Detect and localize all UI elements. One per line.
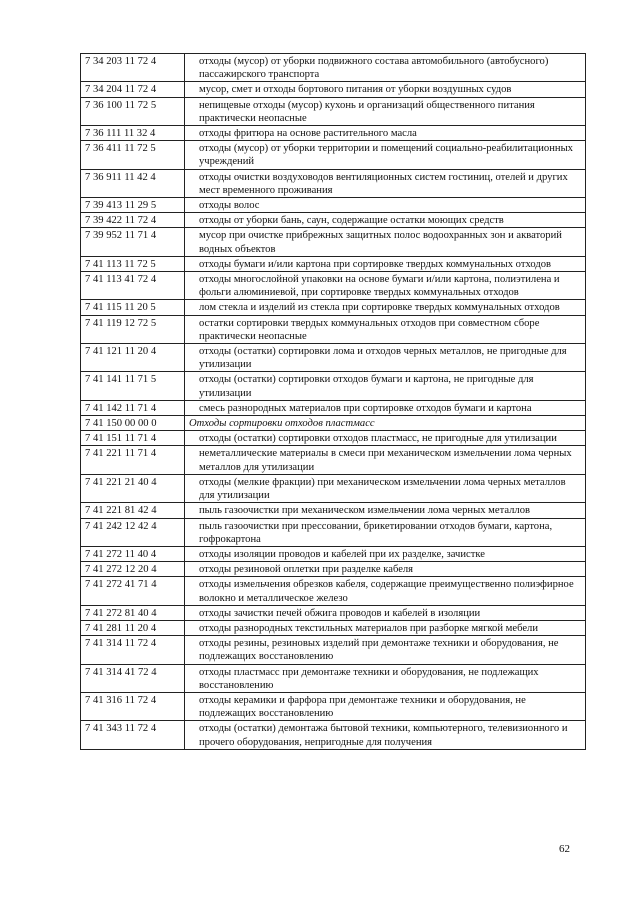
waste-code: 7 41 272 81 40 4 bbox=[81, 605, 185, 620]
table-row bbox=[81, 474, 586, 502]
waste-code: 7 41 115 11 20 5 bbox=[81, 300, 185, 315]
table-row bbox=[81, 228, 586, 256]
table-row bbox=[81, 213, 586, 228]
waste-description: пыль газоочистки при прессовании, брикетировании отходов бумаги, картона, гофрокартона bbox=[185, 518, 586, 546]
table-row bbox=[81, 577, 586, 605]
waste-code: 7 41 272 11 40 4 bbox=[81, 546, 185, 561]
waste-code: 7 36 411 11 72 5 bbox=[81, 141, 185, 169]
waste-description: отходы фритюра на основе растительного масла bbox=[185, 126, 586, 141]
table-row bbox=[81, 126, 586, 141]
waste-code: 7 41 314 41 72 4 bbox=[81, 664, 185, 692]
waste-code: 7 41 113 11 72 5 bbox=[81, 256, 185, 271]
table-row bbox=[81, 372, 586, 400]
table-row bbox=[81, 300, 586, 315]
table-row bbox=[81, 431, 586, 446]
waste-code: 7 41 221 21 40 4 bbox=[81, 474, 185, 502]
waste-code: 7 41 113 41 72 4 bbox=[81, 272, 185, 300]
waste-table bbox=[80, 53, 586, 750]
table-row bbox=[81, 256, 586, 271]
table-row bbox=[81, 605, 586, 620]
table-row bbox=[81, 54, 586, 82]
waste-code: 7 36 111 11 32 4 bbox=[81, 126, 185, 141]
group-row bbox=[81, 416, 586, 431]
table-row bbox=[81, 518, 586, 546]
table-row bbox=[81, 141, 586, 169]
waste-code: 7 39 422 11 72 4 bbox=[81, 213, 185, 228]
waste-description: мусор при очистке прибрежных защитных полос водоохранных зон и акваторий водных объектов bbox=[185, 228, 586, 256]
table-row bbox=[81, 97, 586, 125]
waste-description: отходы (остатки) сортировки отходов бумаги и картона, не пригодные для утилизации bbox=[185, 372, 586, 400]
waste-code: 7 41 141 11 71 5 bbox=[81, 372, 185, 400]
page-number: 62 bbox=[559, 843, 570, 855]
waste-description: отходы (остатки) демонтажа бытовой техники, компьютерного, телевизионного и прочего оборудования, непригодные для получения bbox=[185, 721, 586, 749]
waste-code: 7 39 413 11 29 5 bbox=[81, 198, 185, 213]
table-row bbox=[81, 82, 586, 97]
table-row bbox=[81, 400, 586, 415]
waste-code: 7 41 316 11 72 4 bbox=[81, 692, 185, 720]
waste-description: отходы (мусор) от уборки территории и помещений социально-реабилитационных учреждений bbox=[185, 141, 586, 169]
waste-code: 7 41 272 12 20 4 bbox=[81, 562, 185, 577]
table-row bbox=[81, 721, 586, 749]
waste-description: отходы керамики и фарфора при демонтаже техники и оборудования, не подлежащих восстановлению bbox=[185, 692, 586, 720]
waste-description: мусор, смет и отходы бортового питания от уборки воздушных судов bbox=[185, 82, 586, 97]
waste-description: смесь разнородных материалов при сортировке отходов бумаги и картона bbox=[185, 400, 586, 415]
waste-description: лом стекла и изделий из стекла при сортировке твердых коммунальных отходов bbox=[185, 300, 586, 315]
waste-code: 7 41 272 41 71 4 bbox=[81, 577, 185, 605]
table-row bbox=[81, 198, 586, 213]
table-row bbox=[81, 503, 586, 518]
waste-code: 7 41 142 11 71 4 bbox=[81, 400, 185, 415]
waste-description: пыль газоочистки при механическом измельчении лома черных металлов bbox=[185, 503, 586, 518]
waste-code: 7 41 314 11 72 4 bbox=[81, 636, 185, 664]
waste-description: Отходы сортировки отходов пластмасс bbox=[185, 416, 586, 431]
table-row bbox=[81, 446, 586, 474]
table-row bbox=[81, 344, 586, 372]
waste-description: отходы от уборки бань, саун, содержащие остатки моющих средств bbox=[185, 213, 586, 228]
table-row bbox=[81, 692, 586, 720]
waste-code: 7 34 203 11 72 4 bbox=[81, 54, 185, 82]
waste-description: отходы резины, резиновых изделий при демонтаже техники и оборудования, не подлежащих восстановлению bbox=[185, 636, 586, 664]
waste-description: отходы измельчения обрезков кабеля, содержащие преимущественно полиэфирное волокно и металлическое железо bbox=[185, 577, 586, 605]
waste-description: отходы бумаги и/или картона при сортировке твердых коммунальных отходов bbox=[185, 256, 586, 271]
waste-code: 7 41 221 11 71 4 bbox=[81, 446, 185, 474]
waste-code: 7 34 204 11 72 4 bbox=[81, 82, 185, 97]
table-row bbox=[81, 315, 586, 343]
table-row bbox=[81, 272, 586, 300]
waste-code: 7 41 150 00 00 0 bbox=[81, 416, 185, 431]
waste-code: 7 41 121 11 20 4 bbox=[81, 344, 185, 372]
waste-code: 7 36 100 11 72 5 bbox=[81, 97, 185, 125]
waste-classification-table bbox=[80, 53, 585, 750]
waste-code: 7 41 119 12 72 5 bbox=[81, 315, 185, 343]
waste-description: отходы разнородных текстильных материалов при разборке мягкой мебели bbox=[185, 620, 586, 635]
waste-description: отходы (мусор) от уборки подвижного состава автомобильного (автобусного) пассажирского транспорта bbox=[185, 54, 586, 82]
waste-description: остатки сортировки твердых коммунальных отходов при совместном сборе практически неопасные bbox=[185, 315, 586, 343]
waste-code: 7 36 911 11 42 4 bbox=[81, 169, 185, 197]
table-row bbox=[81, 169, 586, 197]
waste-description: отходы волос bbox=[185, 198, 586, 213]
table-row bbox=[81, 636, 586, 664]
waste-description: отходы зачистки печей обжига проводов и кабелей в изоляции bbox=[185, 605, 586, 620]
waste-description: отходы изоляции проводов и кабелей при их разделке, зачистке bbox=[185, 546, 586, 561]
waste-description: отходы очистки воздуховодов вентиляционных систем гостиниц, отелей и других мест временного проживания bbox=[185, 169, 586, 197]
waste-description: отходы многослойной упаковки на основе бумаги и/или картона, полиэтилена и фольги алюминиевой, при сортировке твердых коммунальных отходов bbox=[185, 272, 586, 300]
waste-code: 7 41 242 12 42 4 bbox=[81, 518, 185, 546]
waste-code: 7 41 151 11 71 4 bbox=[81, 431, 185, 446]
waste-code: 7 41 281 11 20 4 bbox=[81, 620, 185, 635]
waste-description: неметаллические материалы в смеси при механическом измельчении лома черных металлов для утилизации bbox=[185, 446, 586, 474]
table-row bbox=[81, 546, 586, 561]
waste-code: 7 41 343 11 72 4 bbox=[81, 721, 185, 749]
waste-description: отходы (мелкие фракции) при механическом измельчении лома черных металлов для утилизации bbox=[185, 474, 586, 502]
waste-description: непищевые отходы (мусор) кухонь и организаций общественного питания практически неопасные bbox=[185, 97, 586, 125]
waste-code: 7 39 952 11 71 4 bbox=[81, 228, 185, 256]
waste-description: отходы резиновой оплетки при разделке кабеля bbox=[185, 562, 586, 577]
waste-code: 7 41 221 81 42 4 bbox=[81, 503, 185, 518]
waste-description: отходы пластмасс при демонтаже техники и оборудования, не подлежащих восстановлению bbox=[185, 664, 586, 692]
table-row bbox=[81, 620, 586, 635]
table-row bbox=[81, 664, 586, 692]
table-row bbox=[81, 562, 586, 577]
waste-description: отходы (остатки) сортировки лома и отходов черных металлов, не пригодные для утилизации bbox=[185, 344, 586, 372]
waste-description: отходы (остатки) сортировки отходов пластмасс, не пригодные для утилизации bbox=[185, 431, 586, 446]
